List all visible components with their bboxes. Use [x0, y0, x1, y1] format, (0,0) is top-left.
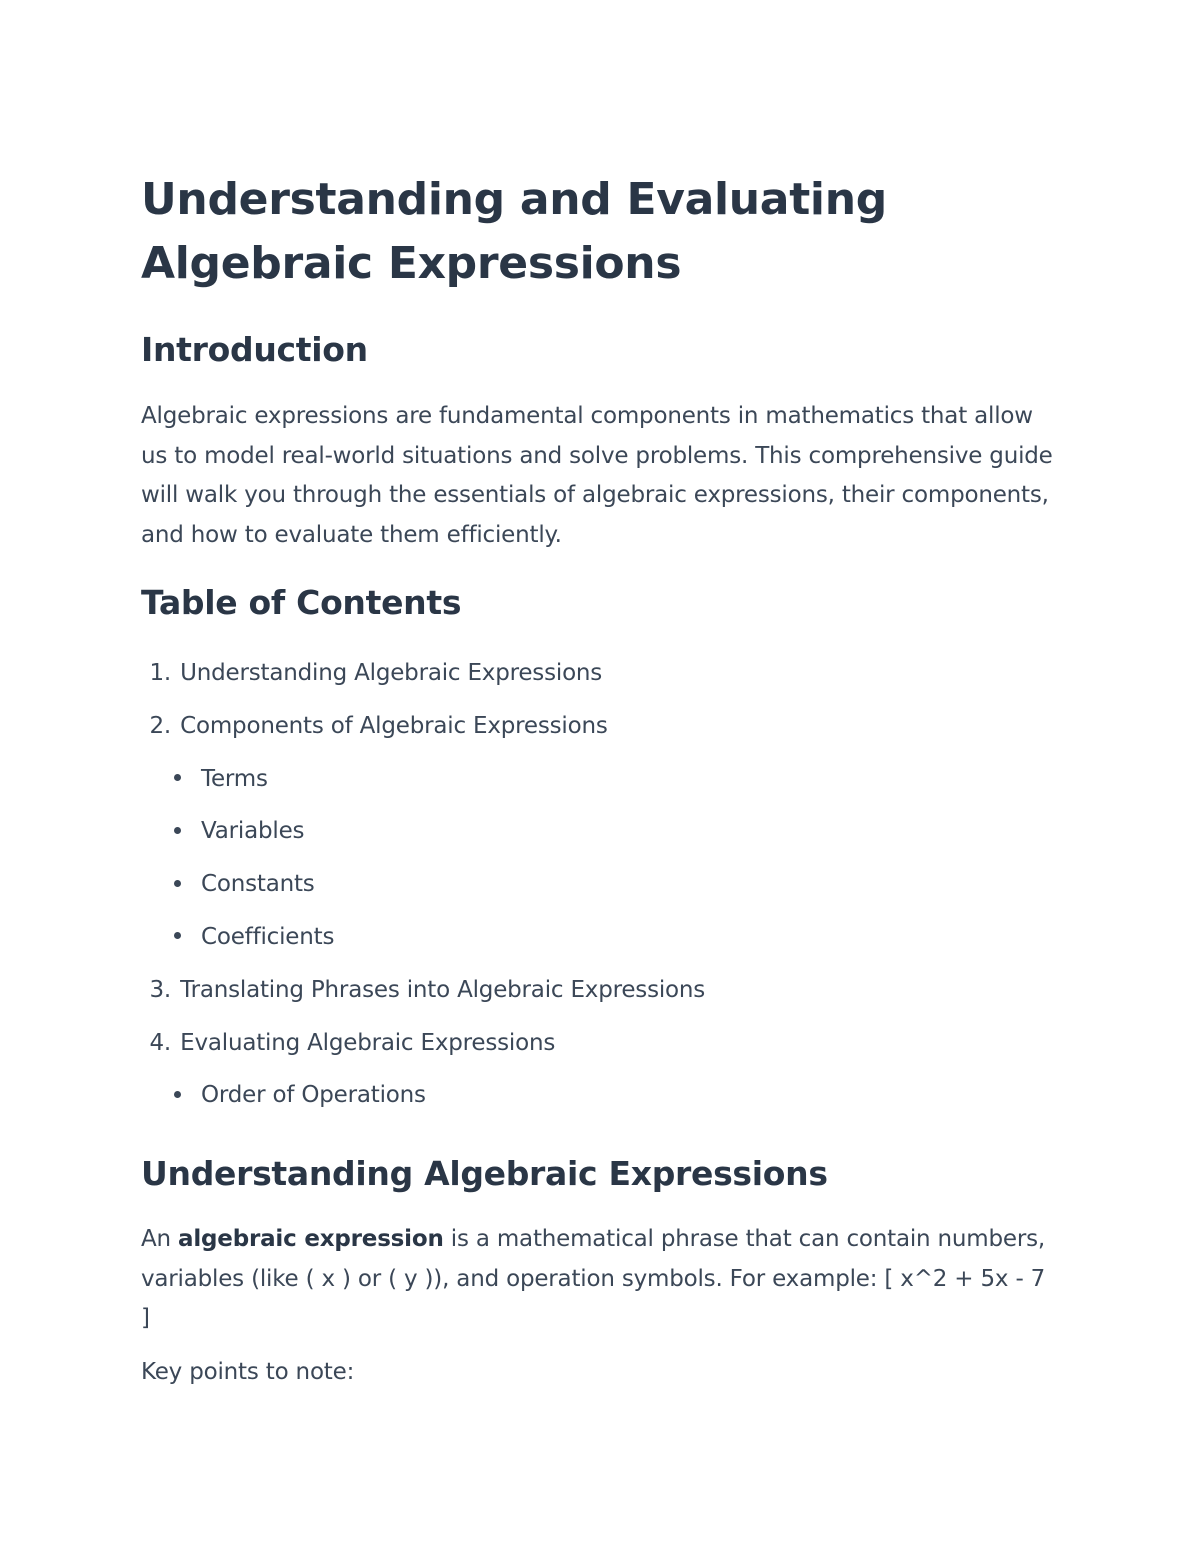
understanding-heading: Understanding Algebraic Expressions	[141, 1154, 828, 1194]
toc-subitem-label: Order of Operations	[201, 1082, 426, 1109]
toc-item-label: Understanding Algebraic Expressions	[180, 660, 603, 686]
table-of-contents	[141, 647, 1060, 1122]
definition-rest: is a mathematical phrase that can contain numbers, variables (like ( x ) or ( y )), and operation symbols. For example: [ x^2 + 5x - 7 ]	[141, 1226, 1046, 1332]
toc-subitem	[172, 911, 1060, 964]
key-points-label: Key points to note:	[141, 1358, 355, 1385]
definition-term: algebraic expression	[178, 1226, 444, 1253]
toc-sublist	[141, 1069, 1060, 1122]
toc-subitem	[172, 805, 1060, 858]
toc-sublist	[141, 753, 1060, 964]
toc-subitem-label: Coefficients	[201, 923, 335, 950]
intro-heading: Introduction	[141, 330, 368, 369]
bullet-icon	[174, 880, 181, 887]
toc-item	[141, 647, 1060, 700]
intro-paragraph: Algebraic expressions are fundamental components in mathematics that allow us to model real-world situations and solve problems. This comprehensive guide will walk you through the essentials of algebraic expressions, their components, and how to evaluate them efficiently.	[141, 403, 1053, 548]
toc-subitem-label: Constants	[201, 871, 315, 898]
toc-item	[141, 700, 1060, 964]
toc-item-label: Translating Phrases into Algebraic Expressions	[180, 976, 706, 1003]
document-title: Understanding and Evaluating Algebraic Expressions	[141, 174, 887, 289]
toc-subitem-label: Terms	[201, 765, 268, 792]
toc-item	[141, 1017, 1060, 1123]
toc-item-label: Components of Algebraic Expressions	[180, 712, 608, 739]
toc-subitem	[172, 753, 1060, 806]
toc-subitem-label: Variables	[201, 818, 305, 845]
bullet-icon	[174, 1091, 181, 1098]
toc-item-number: 2.	[149, 712, 171, 739]
toc-heading: Table of Contents	[141, 583, 462, 622]
definition-prefix: An	[141, 1226, 179, 1253]
toc-item-number: 3.	[149, 976, 171, 1003]
toc-subitem	[172, 858, 1060, 911]
definition-paragraph	[141, 1220, 1060, 1339]
toc-item-number: 1.	[149, 660, 171, 686]
bullet-icon	[174, 827, 181, 834]
bullet-icon	[174, 774, 181, 781]
toc-subitem	[172, 1069, 1060, 1122]
toc-item-number: 4.	[149, 1029, 171, 1056]
toc-item-label: Evaluating Algebraic Expressions	[180, 1029, 556, 1056]
bullet-icon	[174, 932, 181, 939]
toc-item	[141, 964, 1060, 1017]
